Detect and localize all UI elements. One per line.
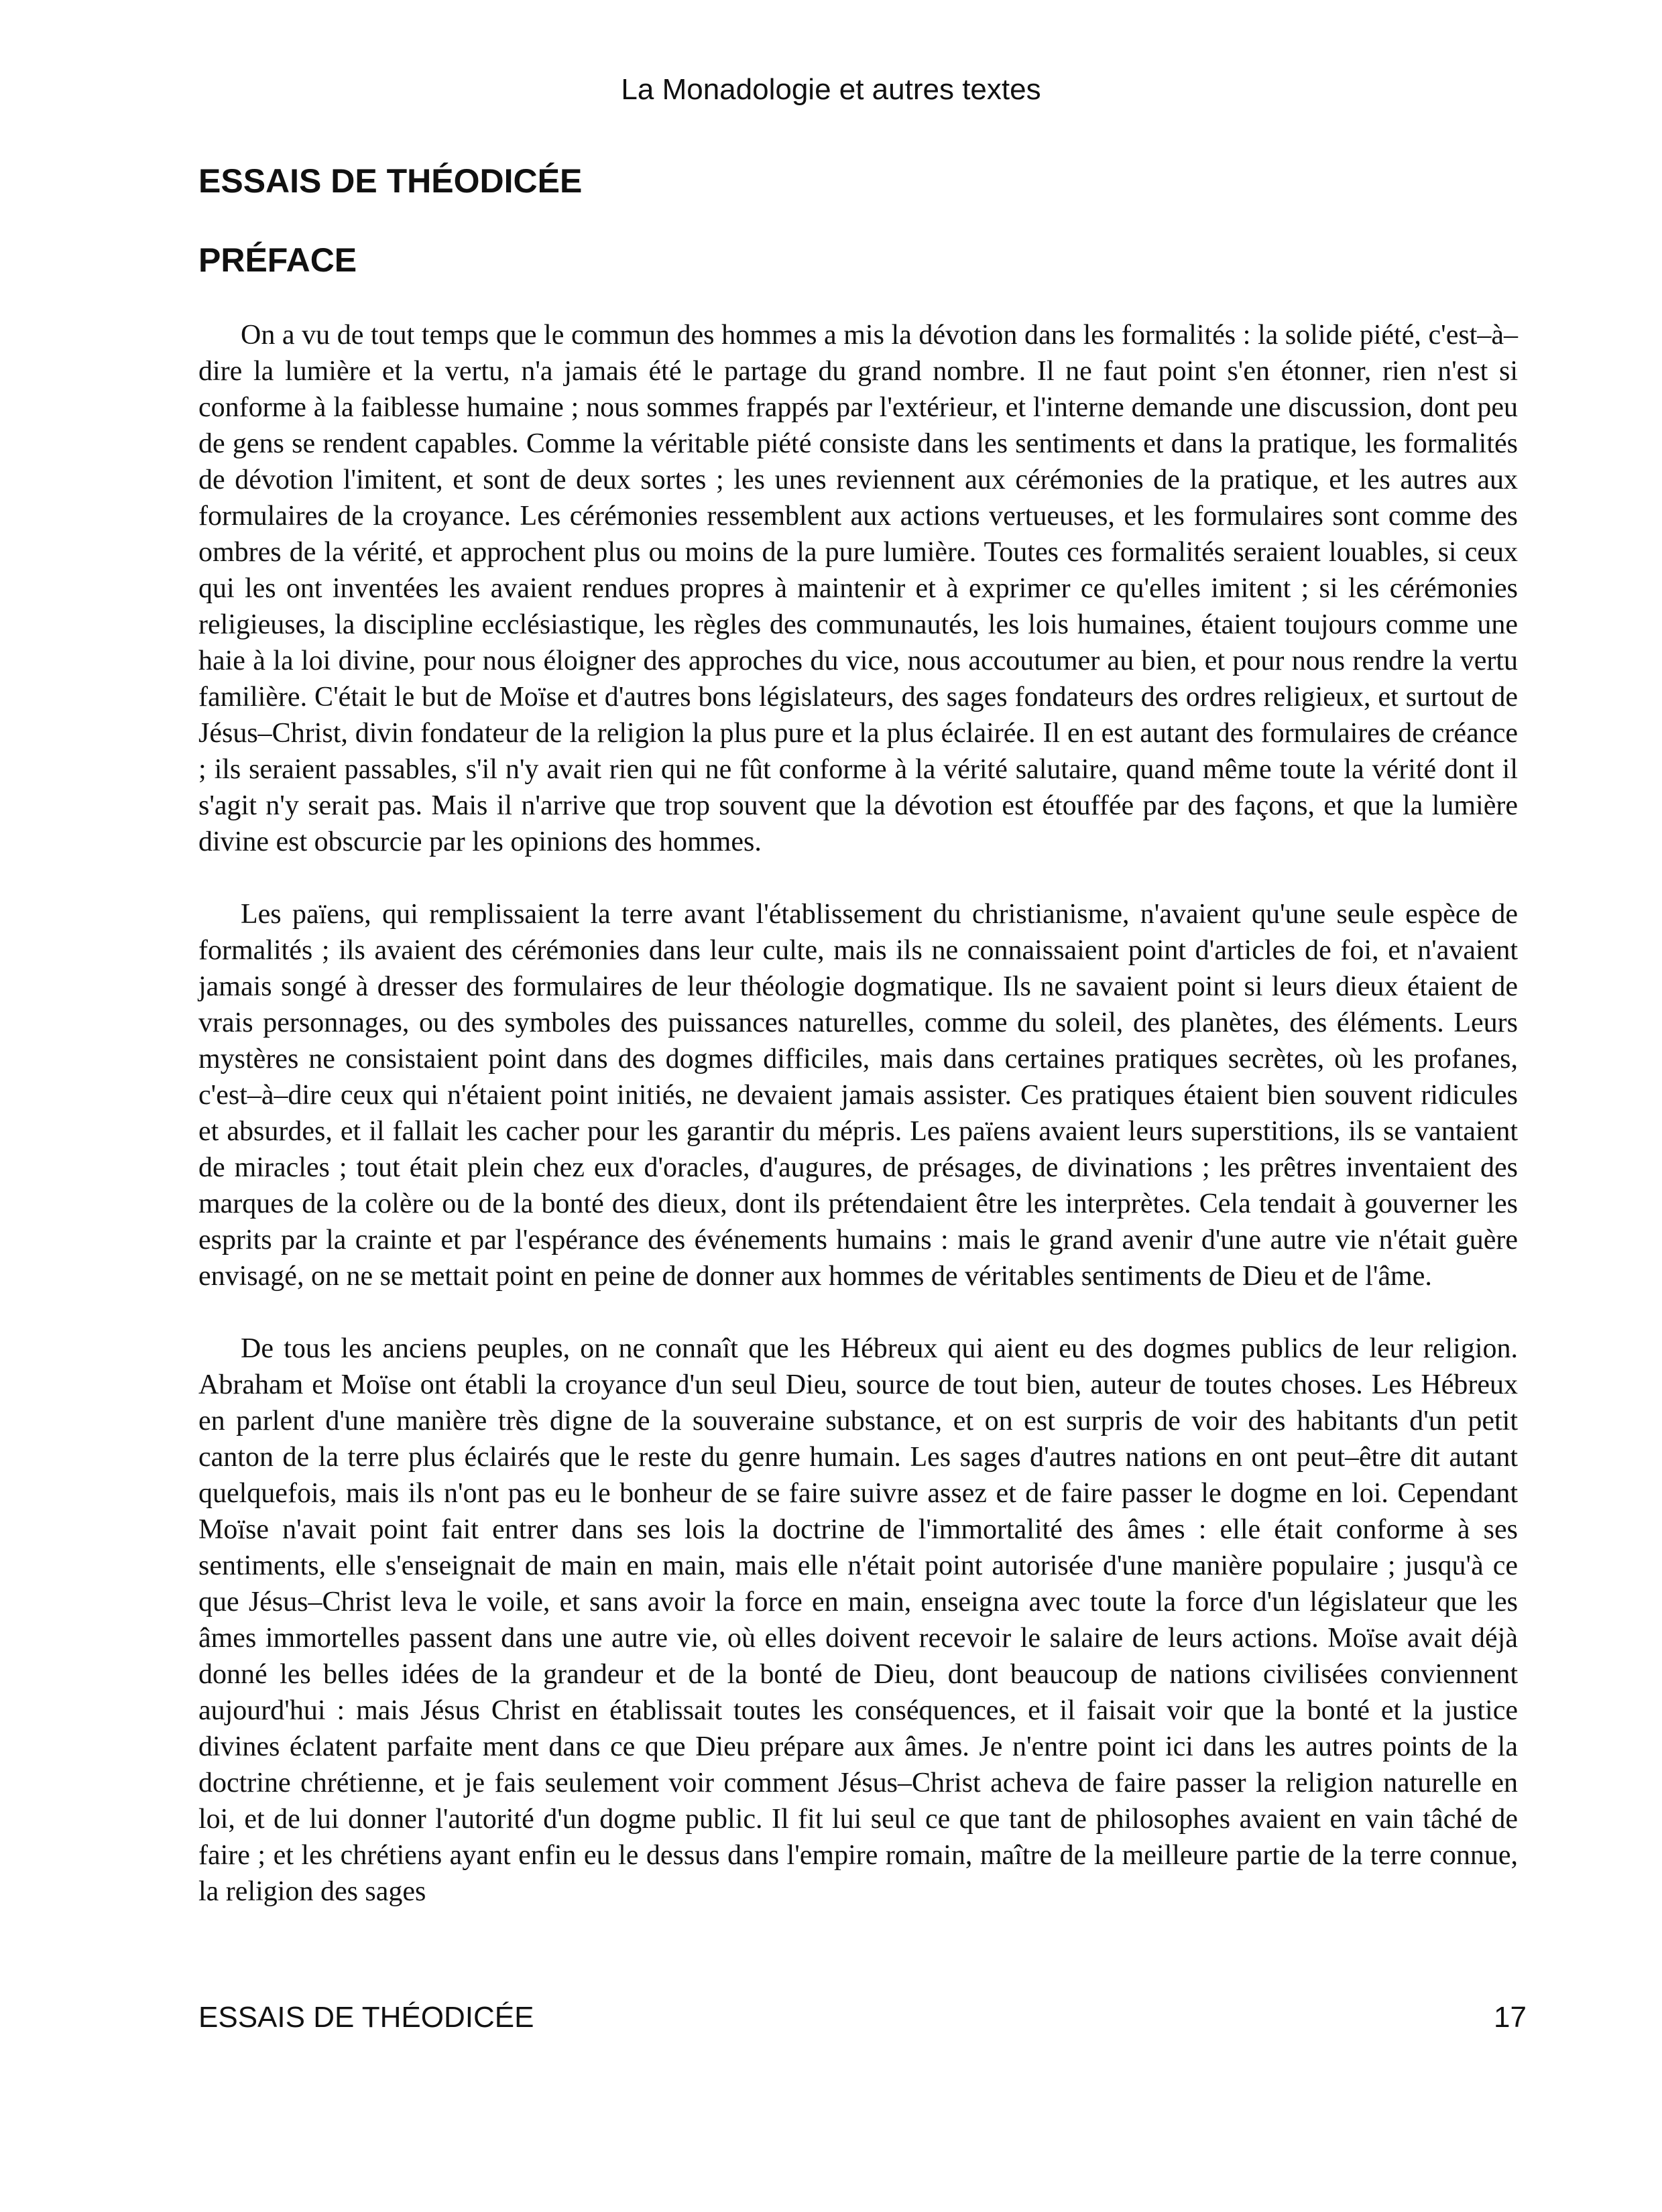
footer-running-title: ESSAIS DE THÉODICÉE (198, 2001, 534, 2034)
body-text (198, 317, 1518, 1910)
page-number: 17 (1494, 2001, 1527, 2034)
document-title: ESSAIS DE THÉODICÉE (198, 162, 583, 200)
paragraph: On a vu de tout temps que le commun des hommes a mis la dévotion dans les formalités : la solide piété, c'est–à–dire la lumière et la vertu, n'a jamais été le partage du grand nombre. Il ne faut point s'en étonner, rien n'est si conforme à la faiblesse humaine ; nous sommes frappés par l'extérieur, et l'interne demande une discussion, dont peu de gens se rendent capables. Comme la véritable piété consiste dans les sentiments et dans la pratique, les formalités de dévotion l'imitent, et sont de deux sortes ; les unes reviennent aux cérémonies de la pratique, et les autres aux formulaires de la croyance. Les cérémonies ressemblent aux actions vertueuses, et les formulaires sont comme des ombres de la vérité, et approchent plus ou moins de la pure lumière. Toutes ces formalités seraient louables, si ceux qui les ont inventées les avaient rendues propres à maintenir et à exprimer ce qu'elles imitent ; si les cérémonies religieuses, la discipline ecclésiastique, les règles des communautés, les lois humaines, étaient toujours comme une haie à la loi divine, pour nous éloigner des approches du vice, nous accoutumer au bien, et pour nous rendre la vertu familière. C'était le but de Moïse et d'autres bons législateurs, des sages fondateurs des ordres religieux, et surtout de Jésus–Christ, divin fondateur de la religion la plus pure et la plus éclairée. Il en est autant des formulaires de créance ; ils seraient passables, s'il n'y avait rien qui ne fût conforme à la vérité salutaire, quand même toute la vérité dont il s'agit n'y serait pas. Mais il n'arrive que trop souvent que la dévotion est étouffée par des façons, et que la lumière divine est obscurcie par les opinions des hommes. (198, 320, 1518, 857)
paragraph: Les païens, qui remplissaient la terre avant l'établissement du christianisme, n'avaient qu'une seule espèce de formalités ; ils avaient des cérémonies dans leur culte, mais ils ne connaissaient point d'articles de foi, et n'avaient jamais songé à dresser des formulaires de leur théologie dogmatique. Ils ne savaient point si leurs dieux étaient de vrais personnages, ou des symboles des puissances naturelles, comme du soleil, des planètes, des éléments. Leurs mystères ne consistaient point dans des dogmes difficiles, mais dans certaines pratiques secrètes, où les profanes, c'est–à–dire ceux qui n'étaient point initiés, ne devaient jamais assister. Ces pratiques étaient bien souvent ridicules et absurdes, et il fallait les cacher pour les garantir du mépris. Les païens avaient leurs superstitions, ils se vantaient de miracles ; tout était plein chez eux d'oracles, d'augures, de présages, de divinations ; les prêtres inventaient des marques de la colère ou de la bonté des dieux, dont ils prétendaient être les interprètes. Cela tendait à gouverner les esprits par la crainte et par l'espérance des événements humains : mais le grand avenir d'une autre vie n'était guère envisagé, on ne se mettait point en peine de donner aux hommes de véritables sentiments de Dieu et de l'âme. (198, 899, 1518, 1292)
running-header: La Monadologie et autres textes (621, 73, 1041, 106)
section-heading: PRÉFACE (198, 241, 357, 279)
paragraph: De tous les anciens peuples, on ne connaît que les Hébreux qui aient eu des dogmes publics de leur religion. Abraham et Moïse ont établi la croyance d'un seul Dieu, source de tout bien, auteur de toutes choses. Les Hébreux en parlent d'une manière très digne de la souveraine substance, et on est surpris de voir des habitants d'un petit canton de la terre plus éclairés que le reste du genre humain. Les sages d'autres nations en ont peut–être dit autant quelquefois, mais ils n'ont pas eu le bonheur de se faire suivre assez et de faire passer le dogme en loi. Cependant Moïse n'avait point fait entrer dans ses lois la doctrine de l'immortalité des âmes : elle était conforme à ses sentiments, elle s'enseignait de main en main, mais elle n'était point autorisée d'une manière populaire ; jusqu'à ce que Jésus–Christ leva le voile, et sans avoir la force en main, enseigna avec toute la force d'un législateur que les âmes immortelles passent dans une autre vie, où elles doivent recevoir le salaire de leurs actions. Moïse avait déjà donné les belles idées de la grandeur et de la bonté de Dieu, dont beaucoup de nations civilisées conviennent aujourd'hui : mais Jésus Christ en établissait toutes les conséquences, et il faisait voir que la bonté et la justice divines éclatent parfaite ment dans ce que Dieu prépare aux âmes. Je n'entre point ici dans les autres points de la doctrine chrétienne, et je fais seulement voir comment Jésus–Christ acheva de faire passer la religion naturelle en loi, et de lui donner l'autorité d'un dogme public. Il fit lui seul ce que tant de philosophes avaient en vain tâché de faire ; et les chrétiens ayant enfin eu le dessus dans l'empire romain, maître de la meilleure partie de la terre connue, la religion des sages (198, 1333, 1518, 1907)
